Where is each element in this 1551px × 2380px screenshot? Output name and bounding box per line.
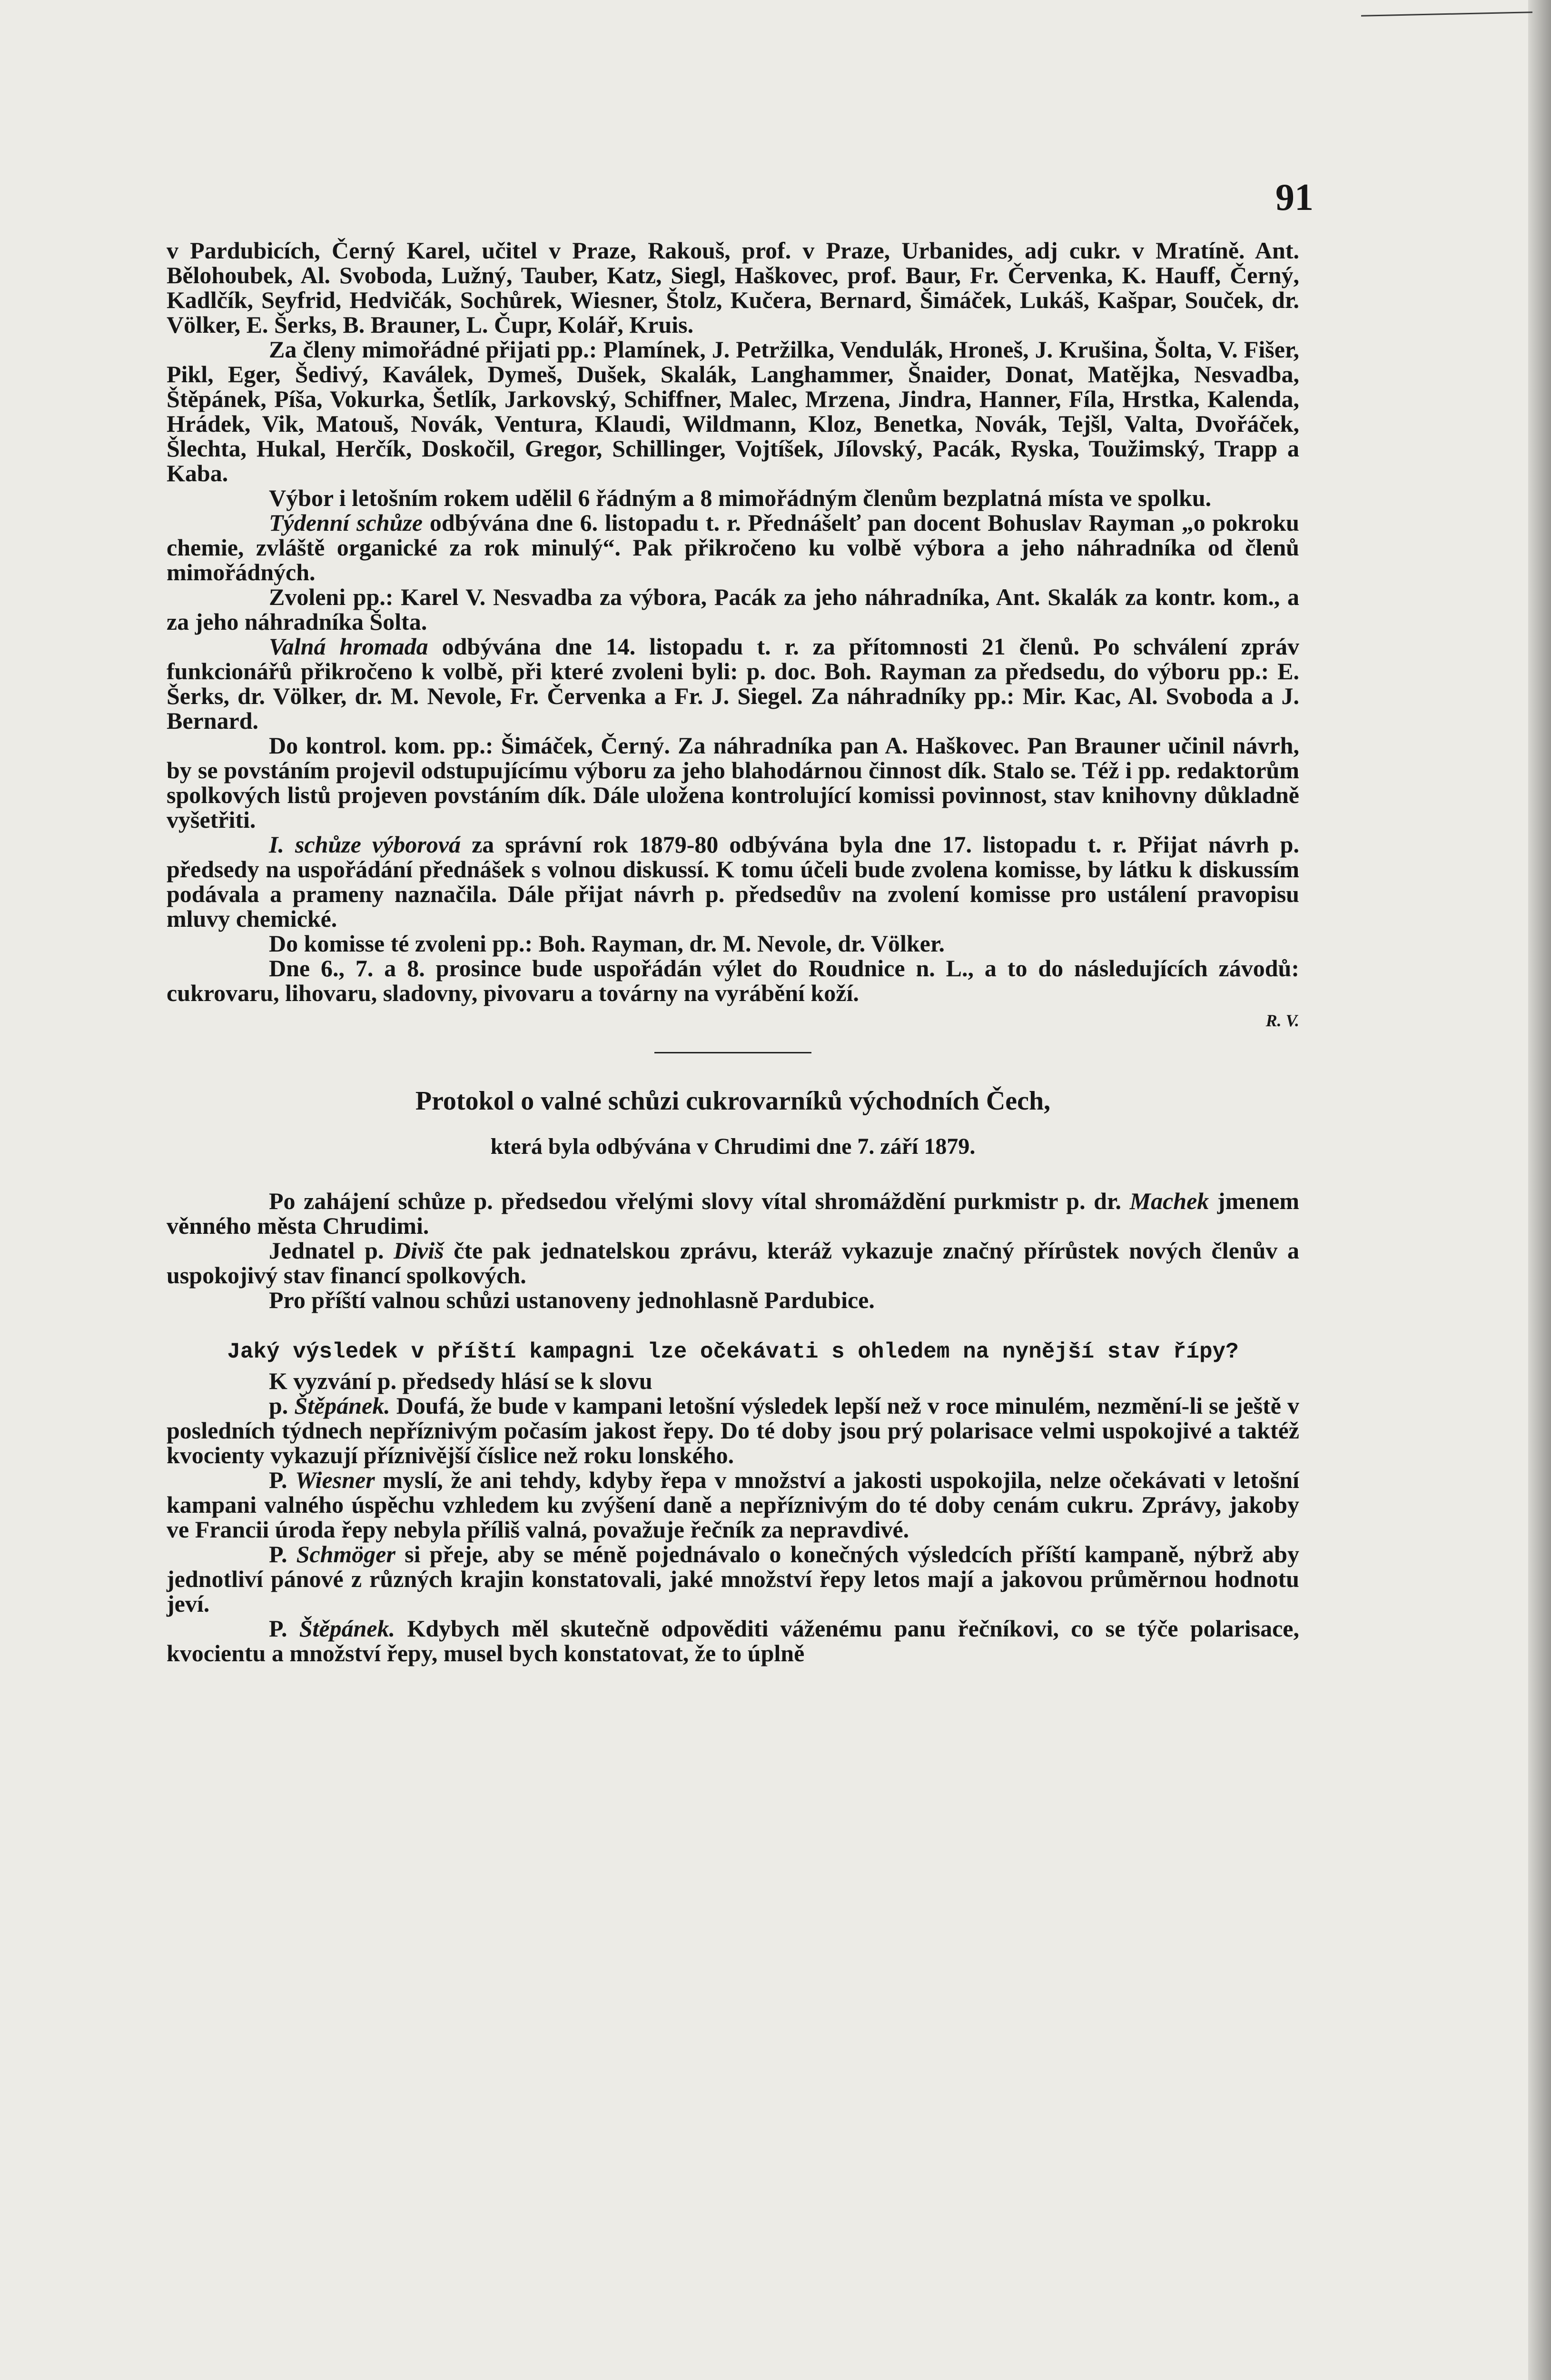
wiesner-text: myslí, že ani tehdy, kdyby řepa v množství a jakosti uspokojila, nelze očekávati v letošní kampani valného úspěchu vzhledem ku zvýšení daně a nepříznivým do té doby cenám cukru. Zprávy, jakoby ve Francii úroda řepy nebyla příliš valná, považuje řečník za nepravdivé. [167, 1467, 1300, 1543]
section-divider [654, 1052, 811, 1053]
paragraph-weekly-meeting [167, 510, 1299, 585]
paragraph-call: K vyzvání p. předsedy hlásí se k slovu [269, 1368, 652, 1394]
paragraph-control-commission: Do kontrol. kom. pp.: Šimáček, Černý. Za náhradníka pan A. Haškovec. Pan Brauner učinil návrh, by se povstáním projevil odstupujícímu výboru za jeho blahodárnou činnost dík. Stalo se. Též i pp. redaktorům spolkových listů projeven povstáním dík. Dále uložena kontrolující komissi povinnost, stav knihovny důkladně vyšetřiti. [167, 732, 1299, 833]
stepanek-1-name: Štěpánek. [294, 1392, 390, 1419]
stepanek-2-text: Kdybych měl skutečně odpověditi váženému panu řečníkovi, co se týče polarisace, kvocientu a množství řepy, musel bych konstatovat, že to úplně [167, 1615, 1299, 1666]
opening-text-a: Po zahájení schůze p. předsedou vřelými slovy vítal shromáždění purkmistr p. dr. [269, 1188, 1130, 1214]
page-number: 91 [1275, 177, 1314, 218]
schmoger-text: si přeje, aby se méně pojednávalo o konečných výsledcích příští kampaně, nýbrž aby jednotliví pánové z různých krajin konstatovali, jaké množství řepy letos mají a jakovou průměrnou hodnotu jeví. [167, 1541, 1299, 1617]
paragraph-elected: Zvoleni pp.: Karel V. Nesvadba za výbora, Pacák za jeho náhradníka, Ant. Skalák za kontr. kom., a za jeho náhradníka Šolta. [167, 584, 1299, 635]
paragraph-commission-members: Do komisse té zvoleni pp.: Boh. Rayman, dr. M. Nevole, dr. Völker. [269, 930, 945, 957]
general-assembly-lead: Valná hromada [269, 633, 428, 660]
paragraph-next-meeting: Pro příští valnou schůzi ustanoveny jednohlasně Pardubice. [269, 1287, 875, 1313]
paragraph-members-list: v Pardubicích, Černý Karel, učitel v Praze, Rakouš, prof. v Praze, Urbanides, adj cukr. v Mratíně. Ant. Bělohoubek, Al. Svoboda, Lužný, Tauber, Katz, Siegl, Haškovec, prof. Baur, Fr. Červenka, K. Hauff, Černý, Kadlčík, Seyfrid, Hedvičák, Sochůrek, Wiesner, Štolz, Kučera, Bernard, Šimáček, Lukáš, Kašpar, Souček, dr. Völker, E. Šerks, B. Brauner, L. Čupr, Kolář, Kruis. [167, 237, 1299, 338]
paragraph-extraordinary-members: Za členy mimořádné přijati pp.: Plamínek, J. Petržilka, Vendulák, Hroneš, J. Krušina, Šolta, V. Fišer, Pikl, Eger, Šedivý, Kaválek, Dymeš, Dušek, Skalák, Langhammer, Šnaider, Donat, Matějka, Nesvadba, Štěpánek, Píša, Vokurka, Šetlík, Jarkovský, Schiffner, Malec, Mrzena, Jindra, Hanner, Fíla, Hrstka, Kalenda, Hrádek, Vik, Matouš, Novák, Ventura, Klaudi, Wildmann, Kloz, Benetka, Novák, Tejšl, Valta, Dvořáček, Šlechta, Hukal, Herčík, Doskočil, Gregor, Schillinger, Vojtíšek, Jílovský, Pacák, Ryska, Toužimský, Trapp a Kaba. [167, 336, 1299, 486]
protocol-heading: Protokol o valné schůzi cukrovarníků východních Čech, [415, 1086, 1051, 1116]
secretary-text-a: Jednatel p. [269, 1237, 394, 1264]
paragraph-excursion: Dne 6., 7. a 8. prosince bude uspořádán výlet do Roudnice n. L., a to do následujících závodů: cukrovaru, lihovaru, sladovny, pivovaru a továrny na vyrábění koží. [167, 955, 1299, 1006]
paragraph-opening [167, 1189, 1299, 1238]
general-assembly-text: odbývána dne 14. listopadu t. r. za přítomnosti 21 členů. Po schválení zpráv funkcionářů přikročeno k volbě, při které zvoleni byli: p. doc. Boh. Rayman za předsedu, do výboru pp.: E. Šerks, dr. Völker, dr. M. Nevole, Fr. Červenka a Fr. J. Siegel. Za náhradníky pp.: Mir. Kac, Al. Svoboda a J. Bernard. [167, 633, 1300, 734]
paragraph-general-assembly [167, 634, 1299, 733]
top-edge-mark [1361, 11, 1532, 17]
paragraph-schmoger [167, 1542, 1299, 1616]
secretary-text-b: čte pak jednatelskou zprávu, kteráž vykazuje značný přírůstek nových členův a uspokojivý stav financí spolkových. [167, 1237, 1299, 1289]
schmoger-prefix: P. [269, 1541, 296, 1567]
page-body [167, 238, 1299, 1666]
paragraph-stepanek-2 [167, 1616, 1299, 1666]
opening-name: Machek [1129, 1188, 1209, 1214]
signature: R. V. [1265, 1011, 1299, 1030]
discussion-title: Jaký výsledek v příští kampagni lze očekávati s ohledem na nynější stav řípy? [227, 1339, 1239, 1364]
committee-meeting-lead: I. schůze výborová [269, 831, 461, 858]
weekly-meeting-text: odbývána dne 6. listopadu t. r. Přednášelť pan docent Bohuslav Rayman „o pokroku chemie, zvláště organické za rok minulý“. Pak přikročeno ku volbě výbora a jeho náhradníka od členů mimořádných. [167, 509, 1299, 585]
schmoger-name: Schmöger [296, 1541, 395, 1567]
stepanek-2-name: Štěpánek. [299, 1615, 395, 1642]
stepanek-1-prefix: p. [269, 1392, 295, 1419]
wiesner-name: Wiesner [295, 1467, 375, 1493]
stepanek-1-text: Doufá, že bude v kampani letošní výsledek lepší než v roce minulém, nezmění-li se ještě v posledních týdnech nepříznivým počasím jakost řepy. Do té doby jsou prý polarisace velmi uspokojivé a taktéž kvocienty vykazují příznivější číslice než roku lonského. [167, 1392, 1299, 1468]
paragraph-wiesner [167, 1468, 1299, 1542]
paragraph-committee-meeting [167, 832, 1299, 931]
secretary-name: Diviš [394, 1237, 444, 1264]
paragraph-stepanek-1 [167, 1393, 1299, 1468]
weekly-meeting-lead: Týdenní schůze [269, 509, 423, 536]
protocol-subheading: která byla odbývána v Chrudimi dne 7. září 1879. [490, 1134, 976, 1159]
paragraph-secretary [167, 1238, 1299, 1288]
wiesner-prefix: P. [269, 1467, 296, 1493]
paragraph-free-places: Výbor i letošním rokem udělil 6 řádným a 8 mimořádným členům bezplatná místa ve spolku. [269, 485, 1212, 511]
stepanek-2-prefix: P. [269, 1615, 299, 1642]
page-edge-shadow [1528, 0, 1551, 2380]
opening-text-b: jmenem věnného města Chrudimi. [167, 1188, 1299, 1239]
committee-meeting-text: za správní rok 1879-80 odbývána byla dne 17. listopadu t. r. Přijat návrh p. předsedy na uspořádání přednášek s volnou diskussí. K tomu účeli bude zvolena komisse, by látku k diskussím podávala a prameny naznačila. Dále přijat návrh p. předsedův na zvolení komisse pro ustálení pravopisu mluvy chemické. [167, 831, 1299, 932]
